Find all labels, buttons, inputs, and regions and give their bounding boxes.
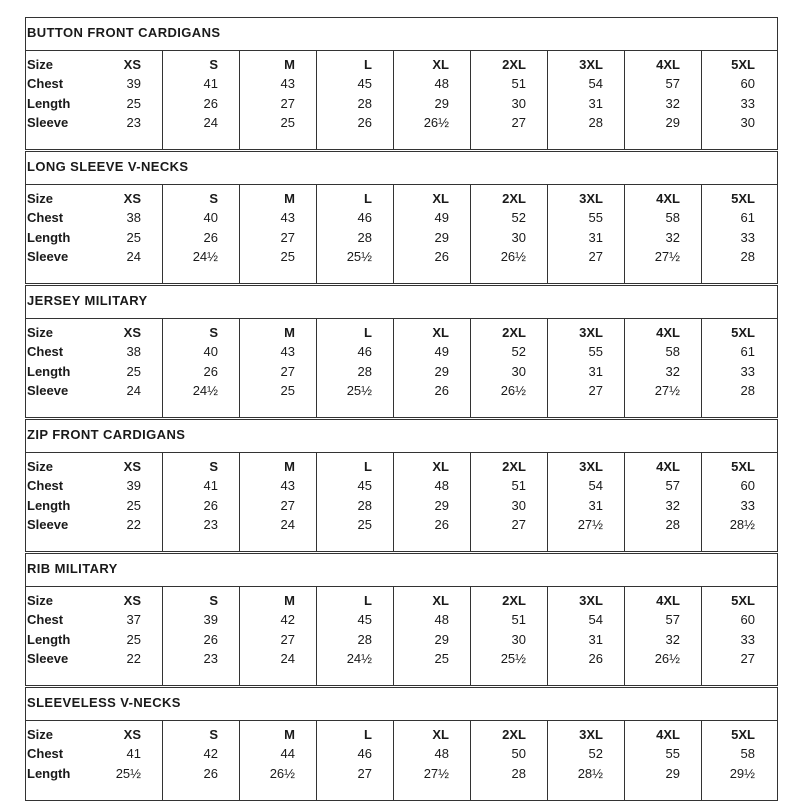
measurement-cell: 30	[511, 497, 526, 513]
size-header-cell: S	[209, 727, 218, 742]
measurement-cell: 25	[126, 229, 141, 245]
measurement-cell: 27½	[654, 382, 680, 398]
section-title: LONG SLEEVE V-NECKS	[27, 159, 189, 174]
measurement-cell: 27	[588, 382, 603, 398]
row-label: Length	[27, 229, 71, 245]
row-label: Chest	[27, 76, 64, 92]
measurement-cell: 28	[665, 516, 680, 532]
measurement-cell: 57	[665, 612, 680, 628]
measurement-cell: 26	[203, 229, 218, 245]
measurement-cell: 28	[357, 497, 372, 513]
measurement-cell: 44	[280, 746, 295, 762]
size-header-cell: L	[364, 593, 372, 608]
row-label: Chest	[27, 344, 64, 360]
size-header-cell: 2XL	[502, 325, 526, 340]
measurement-cell: 24	[280, 516, 295, 532]
row-label: Sleeve	[27, 382, 69, 398]
size-header-cell: 5XL	[731, 57, 755, 72]
table-row	[26, 476, 777, 495]
section-title-bar	[25, 285, 778, 319]
measurement-cell: 42	[280, 612, 295, 628]
table-row	[26, 744, 777, 763]
size-header-cell: S	[209, 57, 218, 72]
row-label: Size	[27, 325, 54, 340]
measurement-cell: 60	[740, 478, 755, 494]
row-label: Chest	[27, 210, 64, 226]
size-header-cell: 3XL	[579, 57, 603, 72]
measurement-cell: 52	[511, 344, 526, 360]
measurement-cell: 25	[126, 497, 141, 513]
measurement-cell: 46	[357, 746, 372, 762]
measurement-cell: 26	[203, 631, 218, 647]
size-header-cell: 5XL	[731, 459, 755, 474]
table-row	[26, 113, 777, 132]
measurement-cell: 27	[280, 229, 295, 245]
measurement-cell: 52	[511, 210, 526, 226]
measurement-cell: 55	[588, 344, 603, 360]
measurement-cell: 27	[357, 765, 372, 781]
size-header-cell: M	[284, 325, 295, 340]
measurement-cell: 60	[740, 612, 755, 628]
table-row	[26, 515, 777, 534]
measurement-cell: 58	[740, 746, 755, 762]
measurement-cell: 31	[588, 229, 603, 245]
table-row	[26, 55, 777, 74]
size-header-cell: L	[364, 325, 372, 340]
size-header-cell: XS	[123, 459, 141, 474]
measurement-cell: 61	[740, 344, 755, 360]
measurement-cell: 29	[665, 114, 680, 130]
measurement-cell: 26	[203, 765, 218, 781]
measurement-cell: 22	[126, 516, 141, 532]
measurement-cell: 33	[740, 497, 755, 513]
measurement-cell: 28	[357, 229, 372, 245]
measurement-cell: 24½	[192, 382, 218, 398]
measurement-cell: 30	[740, 114, 755, 130]
measurement-cell: 29	[434, 631, 449, 647]
measurement-cell: 24½	[346, 650, 372, 666]
measurement-cell: 54	[588, 478, 603, 494]
row-label: Chest	[27, 746, 64, 762]
measurement-cell: 38	[126, 210, 141, 226]
table-row	[26, 342, 777, 361]
measurement-cell: 27½	[423, 765, 449, 781]
size-header-cell: 5XL	[731, 191, 755, 206]
measurement-cell: 25	[126, 95, 141, 111]
section-title: SLEEVELESS V-NECKS	[27, 695, 181, 710]
measurement-cell: 29½	[729, 765, 755, 781]
measurement-cell: 43	[280, 76, 295, 92]
section-title: BUTTON FRONT CARDIGANS	[27, 25, 221, 40]
measurement-cell: 52	[588, 746, 603, 762]
measurement-cell: 29	[434, 497, 449, 513]
measurement-cell: 29	[665, 765, 680, 781]
table-row	[26, 496, 777, 515]
measurement-cell: 49	[434, 210, 449, 226]
measurement-cell: 28½	[577, 765, 603, 781]
measurement-cell: 25½	[346, 382, 372, 398]
size-header-cell: 4XL	[656, 191, 680, 206]
table-row	[26, 610, 777, 629]
row-label: Sleeve	[27, 650, 69, 666]
size-header-cell: 5XL	[731, 727, 755, 742]
section-title-bar	[25, 687, 778, 721]
table-row	[26, 189, 777, 208]
size-header-cell: XL	[432, 325, 449, 340]
measurement-cell: 58	[665, 210, 680, 226]
size-header-cell: S	[209, 593, 218, 608]
measurement-cell: 31	[588, 497, 603, 513]
measurement-cell: 26	[434, 382, 449, 398]
size-header-cell: L	[364, 459, 372, 474]
measurement-cell: 28	[357, 363, 372, 379]
measurement-cell: 43	[280, 344, 295, 360]
measurement-cell: 54	[588, 76, 603, 92]
size-header-cell: 2XL	[502, 727, 526, 742]
size-header-cell: L	[364, 727, 372, 742]
table-row	[26, 764, 777, 783]
measurement-cell: 41	[203, 478, 218, 494]
measurement-cell: 32	[665, 497, 680, 513]
measurement-cell: 23	[203, 516, 218, 532]
size-header-cell: M	[284, 727, 295, 742]
row-label: Chest	[27, 612, 64, 628]
section-title-bar	[25, 17, 778, 51]
row-label: Size	[27, 57, 54, 72]
measurement-cell: 39	[126, 478, 141, 494]
measurement-cell: 23	[126, 114, 141, 130]
measurement-cell: 27½	[654, 248, 680, 264]
measurement-cell: 28	[357, 95, 372, 111]
measurement-cell: 32	[665, 363, 680, 379]
section-title: ZIP FRONT CARDIGANS	[27, 427, 186, 442]
measurement-cell: 31	[588, 363, 603, 379]
size-header-cell: M	[284, 593, 295, 608]
measurement-cell: 26½	[500, 382, 526, 398]
size-header-cell: 3XL	[579, 325, 603, 340]
measurement-cell: 50	[511, 746, 526, 762]
measurement-cell: 27	[280, 631, 295, 647]
section-title: RIB MILITARY	[27, 561, 118, 576]
size-header-cell: XL	[432, 593, 449, 608]
measurement-cell: 46	[357, 344, 372, 360]
measurement-cell: 39	[203, 612, 218, 628]
measurement-cell: 27	[511, 114, 526, 130]
section-title: JERSEY MILITARY	[27, 293, 148, 308]
size-header-cell: XL	[432, 459, 449, 474]
size-header-cell: L	[364, 57, 372, 72]
measurement-cell: 26	[357, 114, 372, 130]
measurement-cell: 24	[126, 248, 141, 264]
measurement-cell: 51	[511, 612, 526, 628]
row-label: Length	[27, 497, 71, 513]
size-header-cell: 5XL	[731, 325, 755, 340]
measurement-cell: 25½	[115, 765, 141, 781]
measurement-cell: 43	[280, 478, 295, 494]
size-header-cell: XL	[432, 191, 449, 206]
measurement-cell: 41	[126, 746, 141, 762]
measurement-cell: 42	[203, 746, 218, 762]
measurement-cell: 25	[280, 248, 295, 264]
size-header-cell: M	[284, 57, 295, 72]
size-header-cell: XS	[123, 593, 141, 608]
measurement-cell: 27	[511, 516, 526, 532]
measurement-cell: 25	[280, 114, 295, 130]
table-row	[26, 323, 777, 342]
measurement-cell: 49	[434, 344, 449, 360]
size-header-cell: 4XL	[656, 727, 680, 742]
table-row	[26, 591, 777, 610]
table-row	[26, 228, 777, 247]
measurement-cell: 43	[280, 210, 295, 226]
measurement-cell: 28	[588, 114, 603, 130]
size-header-cell: 3XL	[579, 459, 603, 474]
measurement-cell: 31	[588, 95, 603, 111]
size-header-cell: 4XL	[656, 593, 680, 608]
measurement-cell: 40	[203, 210, 218, 226]
measurement-cell: 61	[740, 210, 755, 226]
measurement-cell: 48	[434, 612, 449, 628]
measurement-cell: 39	[126, 76, 141, 92]
measurement-cell: 26	[203, 497, 218, 513]
measurement-cell: 27½	[577, 516, 603, 532]
size-table	[25, 452, 778, 552]
measurement-cell: 41	[203, 76, 218, 92]
table-row	[26, 94, 777, 113]
table-row	[26, 381, 777, 400]
measurement-cell: 25½	[346, 248, 372, 264]
measurement-cell: 24	[126, 382, 141, 398]
measurement-cell: 26	[434, 516, 449, 532]
size-header-cell: 3XL	[579, 727, 603, 742]
measurement-cell: 38	[126, 344, 141, 360]
measurement-cell: 32	[665, 631, 680, 647]
row-label: Length	[27, 631, 71, 647]
measurement-cell: 32	[665, 229, 680, 245]
measurement-cell: 30	[511, 363, 526, 379]
table-row	[26, 362, 777, 381]
measurement-cell: 48	[434, 478, 449, 494]
size-header-cell: 2XL	[502, 57, 526, 72]
size-header-cell: L	[364, 191, 372, 206]
measurement-cell: 26½	[500, 248, 526, 264]
measurement-cell: 32	[665, 95, 680, 111]
size-header-cell: 2XL	[502, 593, 526, 608]
measurement-cell: 26	[203, 95, 218, 111]
table-row	[26, 247, 777, 266]
measurement-cell: 55	[588, 210, 603, 226]
measurement-cell: 46	[357, 210, 372, 226]
measurement-cell: 26	[434, 248, 449, 264]
measurement-cell: 33	[740, 363, 755, 379]
measurement-cell: 57	[665, 76, 680, 92]
size-header-cell: XS	[123, 57, 141, 72]
measurement-cell: 48	[434, 746, 449, 762]
measurement-cell: 27	[280, 497, 295, 513]
row-label: Size	[27, 593, 54, 608]
measurement-cell: 25	[434, 650, 449, 666]
measurement-cell: 28	[740, 248, 755, 264]
measurement-cell: 48	[434, 76, 449, 92]
measurement-cell: 33	[740, 95, 755, 111]
size-table	[25, 184, 778, 284]
measurement-cell: 25	[280, 382, 295, 398]
measurement-cell: 33	[740, 631, 755, 647]
measurement-cell: 29	[434, 363, 449, 379]
table-row	[26, 208, 777, 227]
measurement-cell: 25	[357, 516, 372, 532]
measurement-cell: 58	[665, 344, 680, 360]
measurement-cell: 30	[511, 229, 526, 245]
measurement-cell: 54	[588, 612, 603, 628]
measurement-cell: 33	[740, 229, 755, 245]
measurement-cell: 45	[357, 478, 372, 494]
measurement-cell: 25½	[500, 650, 526, 666]
table-row	[26, 649, 777, 668]
row-label: Sleeve	[27, 114, 69, 130]
measurement-cell: 27	[280, 363, 295, 379]
row-label: Size	[27, 459, 54, 474]
size-header-cell: 4XL	[656, 57, 680, 72]
table-row	[26, 457, 777, 476]
measurement-cell: 45	[357, 76, 372, 92]
measurement-cell: 29	[434, 229, 449, 245]
measurement-cell: 22	[126, 650, 141, 666]
row-label: Chest	[27, 478, 64, 494]
measurement-cell: 30	[511, 95, 526, 111]
size-table	[25, 318, 778, 418]
table-row	[26, 630, 777, 649]
row-label: Length	[27, 363, 71, 379]
row-label: Sleeve	[27, 516, 69, 532]
measurement-cell: 24½	[192, 248, 218, 264]
measurement-cell: 29	[434, 95, 449, 111]
measurement-cell: 45	[357, 612, 372, 628]
measurement-cell: 27	[588, 248, 603, 264]
row-label: Length	[27, 765, 71, 781]
size-header-cell: M	[284, 459, 295, 474]
size-header-cell: 4XL	[656, 325, 680, 340]
row-label: Size	[27, 727, 54, 742]
section-title-bar	[25, 419, 778, 453]
size-header-cell: 2XL	[502, 459, 526, 474]
measurement-cell: 25	[126, 363, 141, 379]
table-row	[26, 725, 777, 744]
measurement-cell: 24	[280, 650, 295, 666]
size-header-cell: 2XL	[502, 191, 526, 206]
measurement-cell: 31	[588, 631, 603, 647]
measurement-cell: 51	[511, 478, 526, 494]
measurement-cell: 55	[665, 746, 680, 762]
measurement-cell: 26½	[654, 650, 680, 666]
size-header-cell: S	[209, 459, 218, 474]
section-title-bar	[25, 151, 778, 185]
measurement-cell: 28	[511, 765, 526, 781]
section-title-bar	[25, 553, 778, 587]
size-table	[25, 586, 778, 686]
measurement-cell: 28½	[729, 516, 755, 532]
measurement-cell: 60	[740, 76, 755, 92]
size-header-cell: XS	[123, 325, 141, 340]
measurement-cell: 23	[203, 650, 218, 666]
row-label: Sleeve	[27, 248, 69, 264]
table-row	[26, 74, 777, 93]
measurement-cell: 30	[511, 631, 526, 647]
size-header-cell: XL	[432, 57, 449, 72]
measurement-cell: 26½	[269, 765, 295, 781]
size-header-cell: 3XL	[579, 593, 603, 608]
measurement-cell: 27	[280, 95, 295, 111]
size-header-cell: 3XL	[579, 191, 603, 206]
measurement-cell: 26	[203, 363, 218, 379]
measurement-cell: 40	[203, 344, 218, 360]
size-header-cell: S	[209, 191, 218, 206]
measurement-cell: 26½	[423, 114, 449, 130]
size-table	[25, 720, 778, 801]
measurement-cell: 28	[357, 631, 372, 647]
measurement-cell: 51	[511, 76, 526, 92]
size-header-cell: XS	[123, 191, 141, 206]
size-header-cell: S	[209, 325, 218, 340]
size-header-cell: 5XL	[731, 593, 755, 608]
measurement-cell: 28	[740, 382, 755, 398]
measurement-cell: 37	[126, 612, 141, 628]
measurement-cell: 57	[665, 478, 680, 494]
measurement-cell: 24	[203, 114, 218, 130]
size-header-cell: 4XL	[656, 459, 680, 474]
size-table	[25, 50, 778, 150]
measurement-cell: 25	[126, 631, 141, 647]
measurement-cell: 26	[588, 650, 603, 666]
measurement-cell: 27	[740, 650, 755, 666]
size-header-cell: XS	[123, 727, 141, 742]
row-label: Size	[27, 191, 54, 206]
size-header-cell: XL	[432, 727, 449, 742]
row-label: Length	[27, 95, 71, 111]
size-header-cell: M	[284, 191, 295, 206]
